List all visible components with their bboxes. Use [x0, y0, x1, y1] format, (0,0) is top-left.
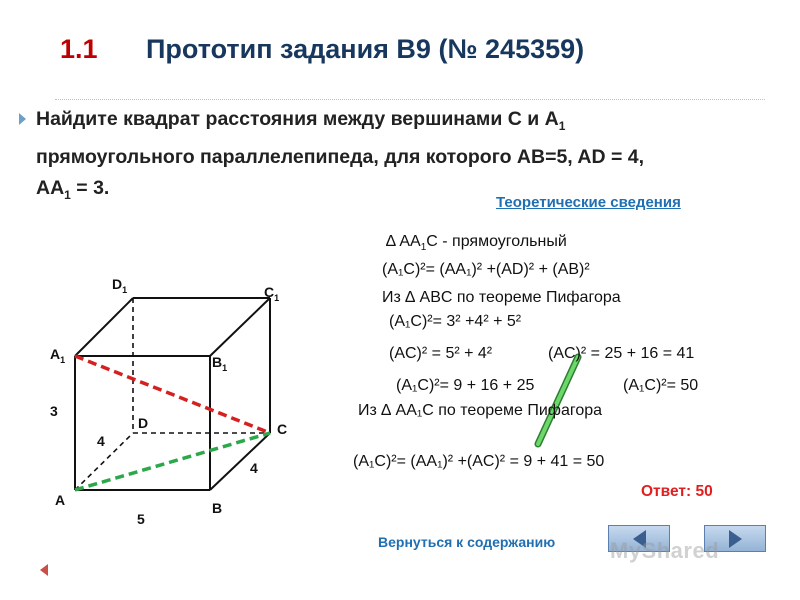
- answer: Ответ: 50: [641, 483, 713, 500]
- solution-line-2: (A₁C)²= (AA₁)² +(AD)² + (AB)²: [382, 261, 590, 278]
- label-b: B: [212, 500, 223, 516]
- problem-line-3-sub: 1: [64, 187, 71, 202]
- label-length-3: 3: [50, 403, 58, 419]
- back-to-contents-link[interactable]: Вернуться к содержанию: [378, 534, 556, 550]
- title-number: 1.1: [60, 34, 98, 64]
- label-d1: $D_1$: [112, 276, 128, 295]
- theory-link[interactable]: Теоретические сведения: [496, 194, 681, 211]
- label-length-5: 5: [137, 511, 145, 527]
- solution-line-6b: (A₁C)²= 50: [623, 377, 699, 394]
- label-d: D: [138, 415, 149, 431]
- solution-line-1: ∆ $AA_1C$ - прямоугольный: [386, 233, 567, 254]
- problem-line-2: прямоугольного параллелепипеда, для которого AB=5, AD = 4,: [36, 145, 645, 168]
- diagonal-a1-c: [75, 356, 270, 433]
- solution-line-5b: (AC)² = 25 + 16 = 41: [548, 345, 695, 362]
- label-length-4-d: 4: [97, 433, 105, 449]
- solution-line-6a: (A₁C)²= 9 + 16 + 25: [396, 377, 535, 394]
- label-c1: $C_1$: [264, 284, 280, 303]
- problem-line-3b: = 3.: [70, 176, 110, 199]
- edge-b1-c1: [210, 298, 270, 356]
- problem-line-3a: AA: [36, 176, 65, 199]
- solution-line-3: Из ∆ ABC по теореме Пифагора: [382, 289, 621, 306]
- title-text: Прототип задания B9 (№ 245359): [146, 34, 585, 64]
- slide-nav-arrow-icon[interactable]: [40, 564, 48, 576]
- problem-line-1-sub: 1: [558, 118, 566, 133]
- problem-line-1: Найдите квадрат расстояния между вершинами C и A: [36, 108, 559, 130]
- watermark: MyShared: [610, 538, 720, 563]
- label-length-4-c: 4: [250, 460, 258, 476]
- solution-line-8: (A₁C)²= (AA₁)² +(AC)² = 9 + 41 = 50: [353, 453, 605, 470]
- arrow-right-icon: [729, 530, 742, 548]
- solution-line-4: (A₁C)²= 3² +4² + 5²: [389, 313, 522, 330]
- label-c: C: [277, 421, 288, 437]
- label-a: A: [55, 492, 66, 508]
- label-b1: $B_1$: [212, 354, 228, 373]
- label-a1: $A_1$: [50, 346, 66, 365]
- solution-line-7: Из ∆ AA₁C по теореме Пифагора: [358, 402, 603, 419]
- solution-line-5a: (AC)² = 5² + 4²: [389, 345, 493, 362]
- edge-a1-d1: [75, 298, 133, 356]
